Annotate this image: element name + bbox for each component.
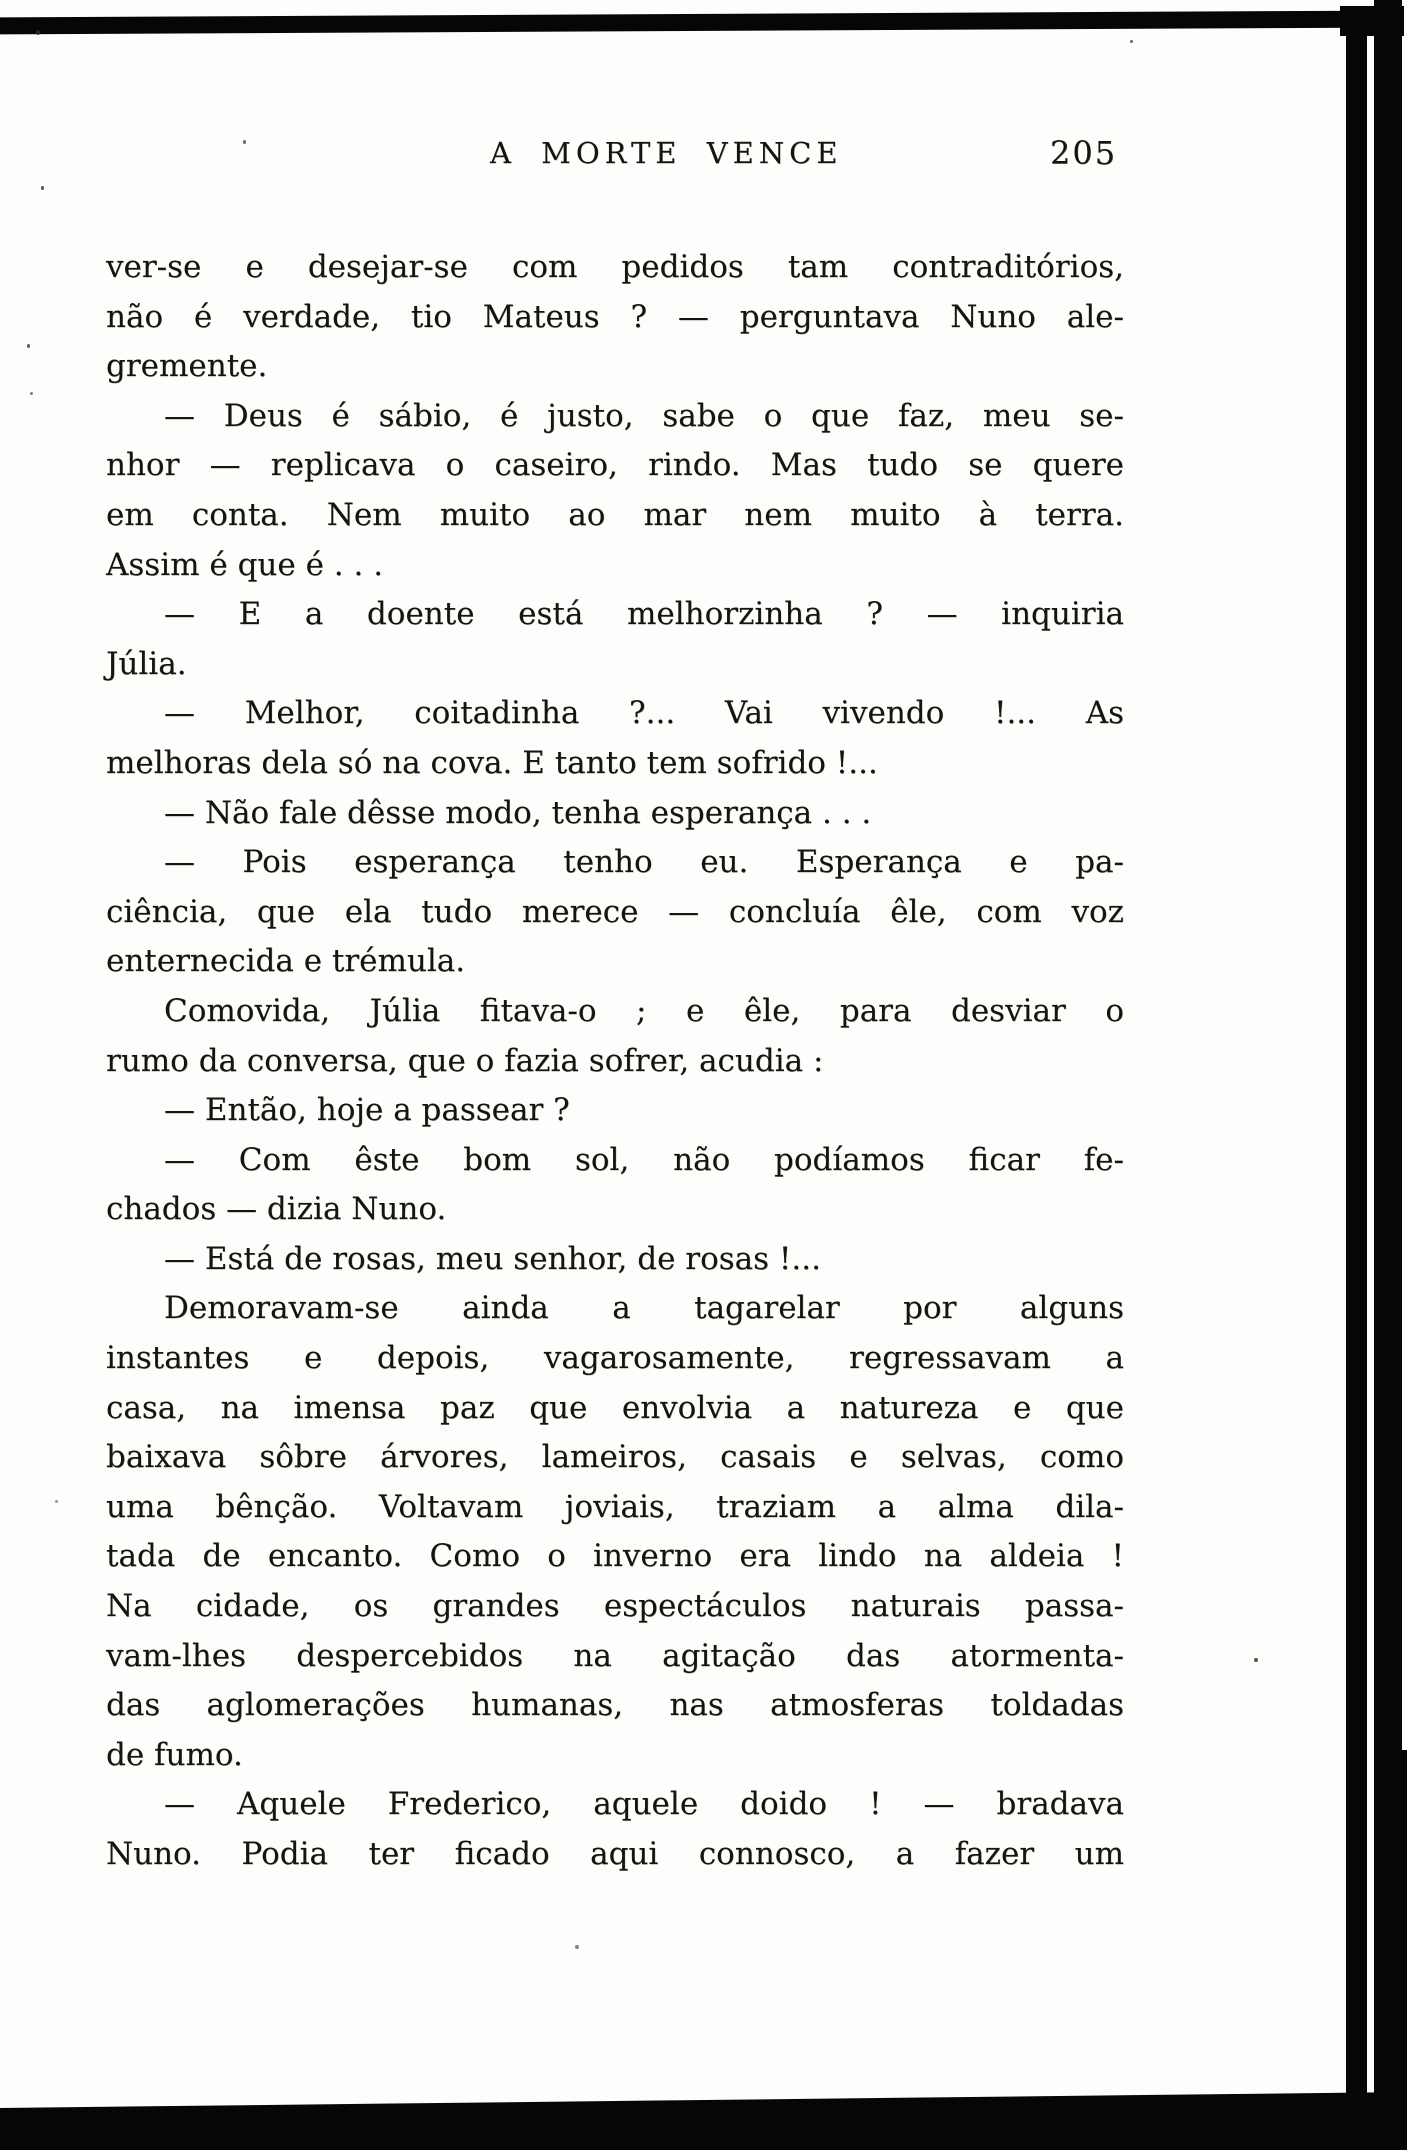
text-line: — Com êste bom sol, não podíamos ficar fe-: [164, 1141, 1124, 1178]
text-line: — Não fale dêsse modo, tenha esperança . . .: [164, 794, 872, 831]
page-title: A MORTE VENCE: [490, 136, 843, 170]
scan-edge-right-inner: [1346, 26, 1367, 2150]
scan-edge-top: [0, 11, 1394, 35]
scan-speck: [1130, 40, 1133, 43]
text-line: baixava sôbre árvores, lameiros, casais e selvas, como: [106, 1439, 1124, 1476]
scan-speck: [243, 140, 246, 144]
scan-edge-right-outer-bottom: [1396, 1750, 1407, 2150]
text-line: tada de encanto. Como o inverno era lindo na aldeia !: [106, 1538, 1124, 1575]
text-line: — Pois esperança tenho eu. Esperança e pa-: [164, 844, 1124, 881]
text-line: — Melhor, coitadinha ?... Vai vivendo !... As: [164, 695, 1124, 732]
text-line: uma bênção. Voltavam joviais, traziam a alma dila-: [106, 1488, 1124, 1525]
scan-speck: [27, 344, 30, 348]
text-line: gremente.: [106, 348, 268, 385]
text-line: das aglomerações humanas, nas atmosferas toldadas: [106, 1687, 1124, 1724]
scan-speck: [1254, 1658, 1258, 1662]
text-line: vam-lhes despercebidos na agitação das atormenta-: [106, 1637, 1124, 1674]
text-line: em conta. Nem muito ao mar nem muito à terra.: [106, 496, 1124, 533]
text-line: — Então, hoje a passear ?: [164, 1092, 570, 1129]
text-line: Assim é que é . . .: [106, 546, 384, 583]
text-line: ver-se e desejar-se com pedidos tam contraditórios,: [106, 249, 1124, 285]
scan-speck: [36, 30, 40, 35]
text-line: chados — dizia Nuno.: [106, 1191, 447, 1228]
text-line: Demoravam-se ainda a tagarelar por alguns: [164, 1290, 1124, 1327]
text-line: rumo da conversa, que o fazia sofrer, acudia :: [106, 1042, 824, 1079]
text-line: melhoras dela só na cova. E tanto tem sofrido !...: [106, 744, 878, 781]
text-line: Júlia.: [106, 645, 187, 682]
text-line: Nuno. Podia ter ficado aqui connosco, a fazer um: [106, 1836, 1124, 1872]
scan-speck: [30, 392, 33, 395]
text-line: casa, na imensa paz que envolvia a natureza e que: [106, 1389, 1124, 1426]
text-line: — Está de rosas, meu senhor, de rosas !...: [164, 1240, 821, 1277]
text-line: — Aquele Frederico, aquele doido ! — bradava: [164, 1786, 1124, 1823]
scan-speck: [575, 1945, 579, 1949]
text-line: não é verdade, tio Mateus ? — perguntava Nuno ale-: [106, 298, 1124, 335]
text-line: ciência, que ela tudo merece — concluía êle, com voz: [106, 893, 1124, 930]
text-line: Na cidade, os grandes espectáculos naturais passa-: [106, 1588, 1124, 1625]
text-line: — Deus é sábio, é justo, sabe o que faz, meu se-: [164, 397, 1124, 434]
scan-speck: [55, 1500, 58, 1503]
body-text: [106, 243, 1124, 1880]
text-line: Comovida, Júlia fitava-o ; e êle, para desviar o: [164, 992, 1124, 1029]
text-line: enternecida e trémula.: [106, 943, 466, 980]
text-line: de fumo.: [106, 1736, 243, 1773]
scan-edge-bottom: [0, 2092, 1407, 2150]
text-line: instantes e depois, vagarosamente, regressavam a: [106, 1340, 1124, 1377]
page-number: 205: [1050, 134, 1118, 172]
text-line: nhor — replicava o caseiro, rindo. Mas tudo se quere: [106, 447, 1124, 484]
text-line: — E a doente está melhorzinha ? — inquiria: [164, 596, 1124, 633]
scan-speck: [41, 186, 44, 190]
